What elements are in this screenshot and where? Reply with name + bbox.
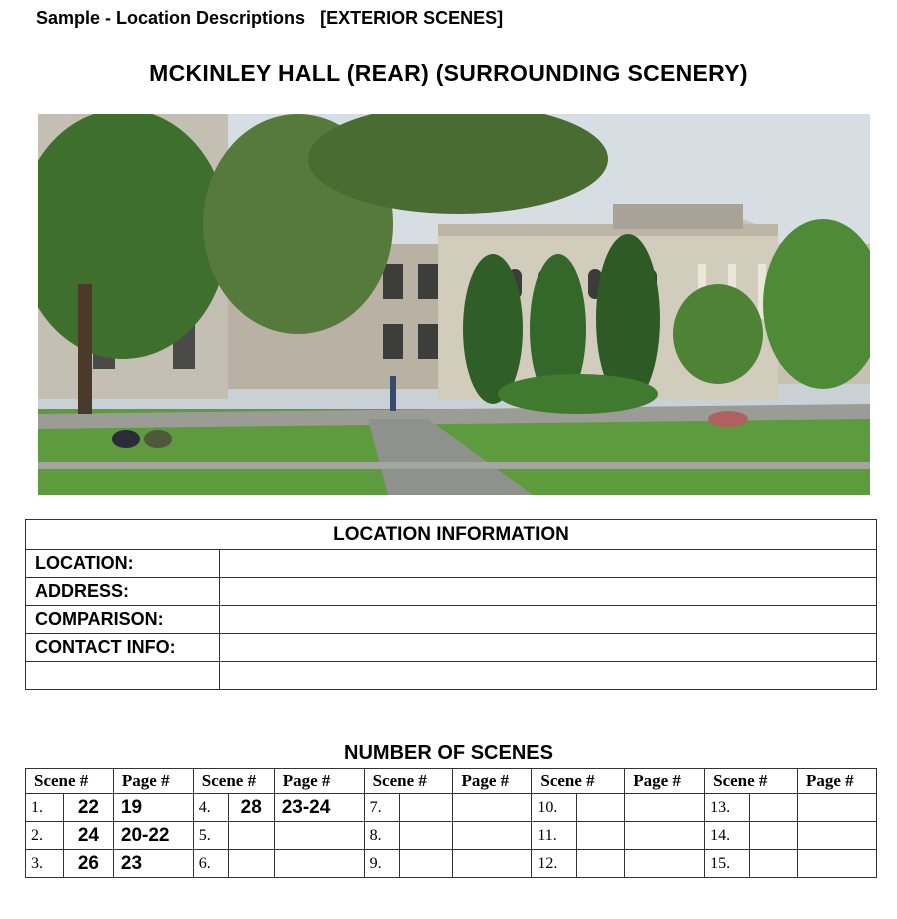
page-value[interactable]	[625, 822, 705, 850]
scene-value[interactable]: 22	[63, 794, 113, 822]
document-header	[36, 8, 503, 29]
location-value[interactable]	[220, 550, 877, 578]
extra-value[interactable]	[220, 662, 877, 690]
scene-value[interactable]	[399, 822, 453, 850]
page-title: MCKINLEY HALL (REAR) (SURROUNDING SCENERY)	[149, 60, 748, 86]
scene-value[interactable]: 26	[63, 850, 113, 878]
page-value[interactable]	[453, 794, 532, 822]
contact-info-value[interactable]	[220, 634, 877, 662]
scenes-table	[25, 768, 877, 878]
row-number: 9.	[364, 850, 399, 878]
scene-value[interactable]	[228, 822, 274, 850]
scene-value[interactable]	[750, 794, 798, 822]
row-number: 8.	[364, 822, 399, 850]
page-col-header: Page #	[625, 769, 705, 794]
row-number: 2.	[26, 822, 64, 850]
row-number: 4.	[193, 794, 228, 822]
address-label: ADDRESS:	[26, 578, 220, 606]
location-information-table	[25, 519, 877, 690]
table-row	[26, 822, 877, 850]
scene-col-header: Scene #	[532, 769, 625, 794]
row-number: 12.	[532, 850, 577, 878]
scene-value[interactable]	[228, 850, 274, 878]
row-number: 10.	[532, 794, 577, 822]
comparison-value[interactable]	[220, 606, 877, 634]
row-number: 15.	[705, 850, 750, 878]
row-number: 14.	[705, 822, 750, 850]
scene-value[interactable]	[577, 794, 625, 822]
table-row	[26, 850, 877, 878]
page-col-header: Page #	[113, 769, 193, 794]
page-col-header: Page #	[797, 769, 876, 794]
extra-label	[26, 662, 220, 690]
location-info-heading: LOCATION INFORMATION	[26, 520, 877, 550]
page-value[interactable]	[625, 850, 705, 878]
row-number: 3.	[26, 850, 64, 878]
page-value[interactable]	[625, 794, 705, 822]
scene-col-header: Scene #	[26, 769, 114, 794]
scene-value[interactable]	[399, 794, 453, 822]
page-value[interactable]: 19	[113, 794, 193, 822]
scene-col-header: Scene #	[705, 769, 798, 794]
page-value[interactable]	[797, 794, 876, 822]
scenes-header-row	[26, 769, 877, 794]
row-number: 1.	[26, 794, 64, 822]
header-category: [EXTERIOR SCENES]	[320, 8, 504, 28]
row-number: 6.	[193, 850, 228, 878]
scene-value[interactable]	[750, 822, 798, 850]
scene-value[interactable]	[577, 822, 625, 850]
header-title: Sample - Location Descriptions	[36, 8, 306, 28]
page-value[interactable]: 23-24	[274, 794, 364, 822]
page-value[interactable]: 23	[113, 850, 193, 878]
row-number: 11.	[532, 822, 577, 850]
scene-value[interactable]	[399, 850, 453, 878]
page-col-header: Page #	[274, 769, 364, 794]
page-value[interactable]	[797, 822, 876, 850]
row-number: 7.	[364, 794, 399, 822]
row-number: 5.	[193, 822, 228, 850]
campus-building-photo	[38, 114, 870, 495]
scene-col-header: Scene #	[193, 769, 274, 794]
page-value[interactable]	[797, 850, 876, 878]
comparison-label: COMPARISON:	[26, 606, 220, 634]
page-col-header: Page #	[453, 769, 532, 794]
page-value[interactable]	[453, 850, 532, 878]
page-value[interactable]: 20-22	[113, 822, 193, 850]
scene-col-header: Scene #	[364, 769, 453, 794]
scene-value[interactable]	[577, 850, 625, 878]
scene-value[interactable]: 24	[63, 822, 113, 850]
page-value[interactable]	[274, 822, 364, 850]
scene-value[interactable]	[750, 850, 798, 878]
row-number: 13.	[705, 794, 750, 822]
contact-info-label: CONTACT INFO:	[26, 634, 220, 662]
page-value[interactable]	[274, 850, 364, 878]
address-value[interactable]	[220, 578, 877, 606]
page-value[interactable]	[453, 822, 532, 850]
scenes-heading: NUMBER OF SCENES	[344, 742, 553, 764]
table-row	[26, 794, 877, 822]
location-label: LOCATION:	[26, 550, 220, 578]
scene-value[interactable]: 28	[228, 794, 274, 822]
